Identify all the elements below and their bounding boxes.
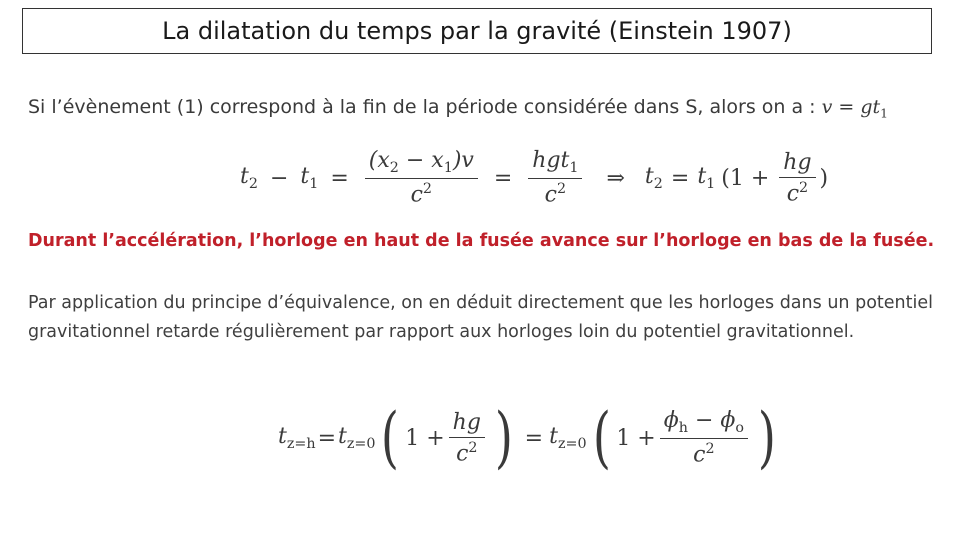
red-statement: Durant l’accélération, l’horloge en haut de la fusée avance sur l’horloge en bas de la fusée. (28, 231, 935, 251)
equation-time-difference: $t_2$ − $t_1$ = $\frac{(x_2 - x_1)v}{c^2}$ = $\frac{hgt_1}{c^2}$ ⇒ $t_2$ = $t_1$ (1 + $\frac{hg}{c^2}$ ) (240, 148, 829, 208)
equivalence-paragraph: Par application du principe d’équivalence, on en déduit directement que les horloges dans un potentiel gravitationnel retarde régulièrement par rapport aux horloges loin du potentiel gravitationnel. (28, 293, 933, 342)
slide-title: La dilatation du temps par la gravité (Einstein 1907) (162, 17, 792, 45)
intro-math: $v = gt_1$ (821, 96, 889, 121)
slide-title-box (22, 8, 932, 54)
implies-arrow: ⇒ (606, 165, 625, 191)
equation-gravitational-dilation: $t_{z=h}$ = $t_{z=0}$ ( 1 + $\frac{hg}{c^2}$ ) = $t_{z=0}$ ( 1 + $\frac{\phi_h - \phi_o}{c^2}$ ) (278, 399, 776, 476)
intro-line (28, 96, 928, 120)
intro-text: Si l’évènement (1) correspond à la fin de la période considérée dans S, alors on a : (28, 96, 816, 118)
